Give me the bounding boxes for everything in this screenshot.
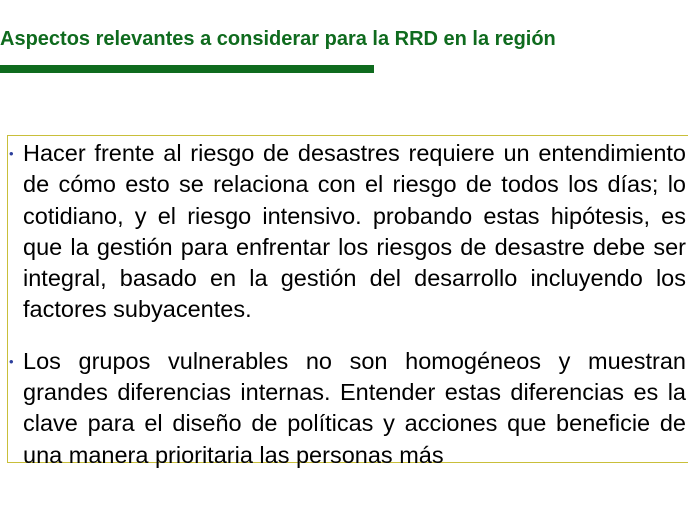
- bullet-list: [0, 138, 686, 491]
- bullet-text: Los grupos vulnerables no son homogéneos y muestran grandes diferencias internas. Entender estas diferencias es la clave para el diseño de políticas y acciones que beneficie de una manera prioritaria las personas más: [23, 347, 686, 468]
- slide-title: Aspectos relevantes a considerar para la RRD en la región: [0, 28, 556, 50]
- bullet-item: [0, 346, 686, 471]
- bullet-icon: •: [9, 146, 14, 161]
- bullet-text: Hacer frente al riesgo de desastres requiere un entendimiento de cómo esto se relaciona con el riesgo de todos los días; lo cotidiano, y el riesgo intensivo. probando estas hipótesis, es que la gestión para enfrentar los riesgos de desastre debe ser integral, basado en la gestión del desarrollo incluyendo los factores subyacentes.: [23, 140, 686, 323]
- bullet-icon: •: [9, 353, 14, 369]
- title-underline-bar: [0, 65, 374, 73]
- bullet-item: [0, 138, 686, 326]
